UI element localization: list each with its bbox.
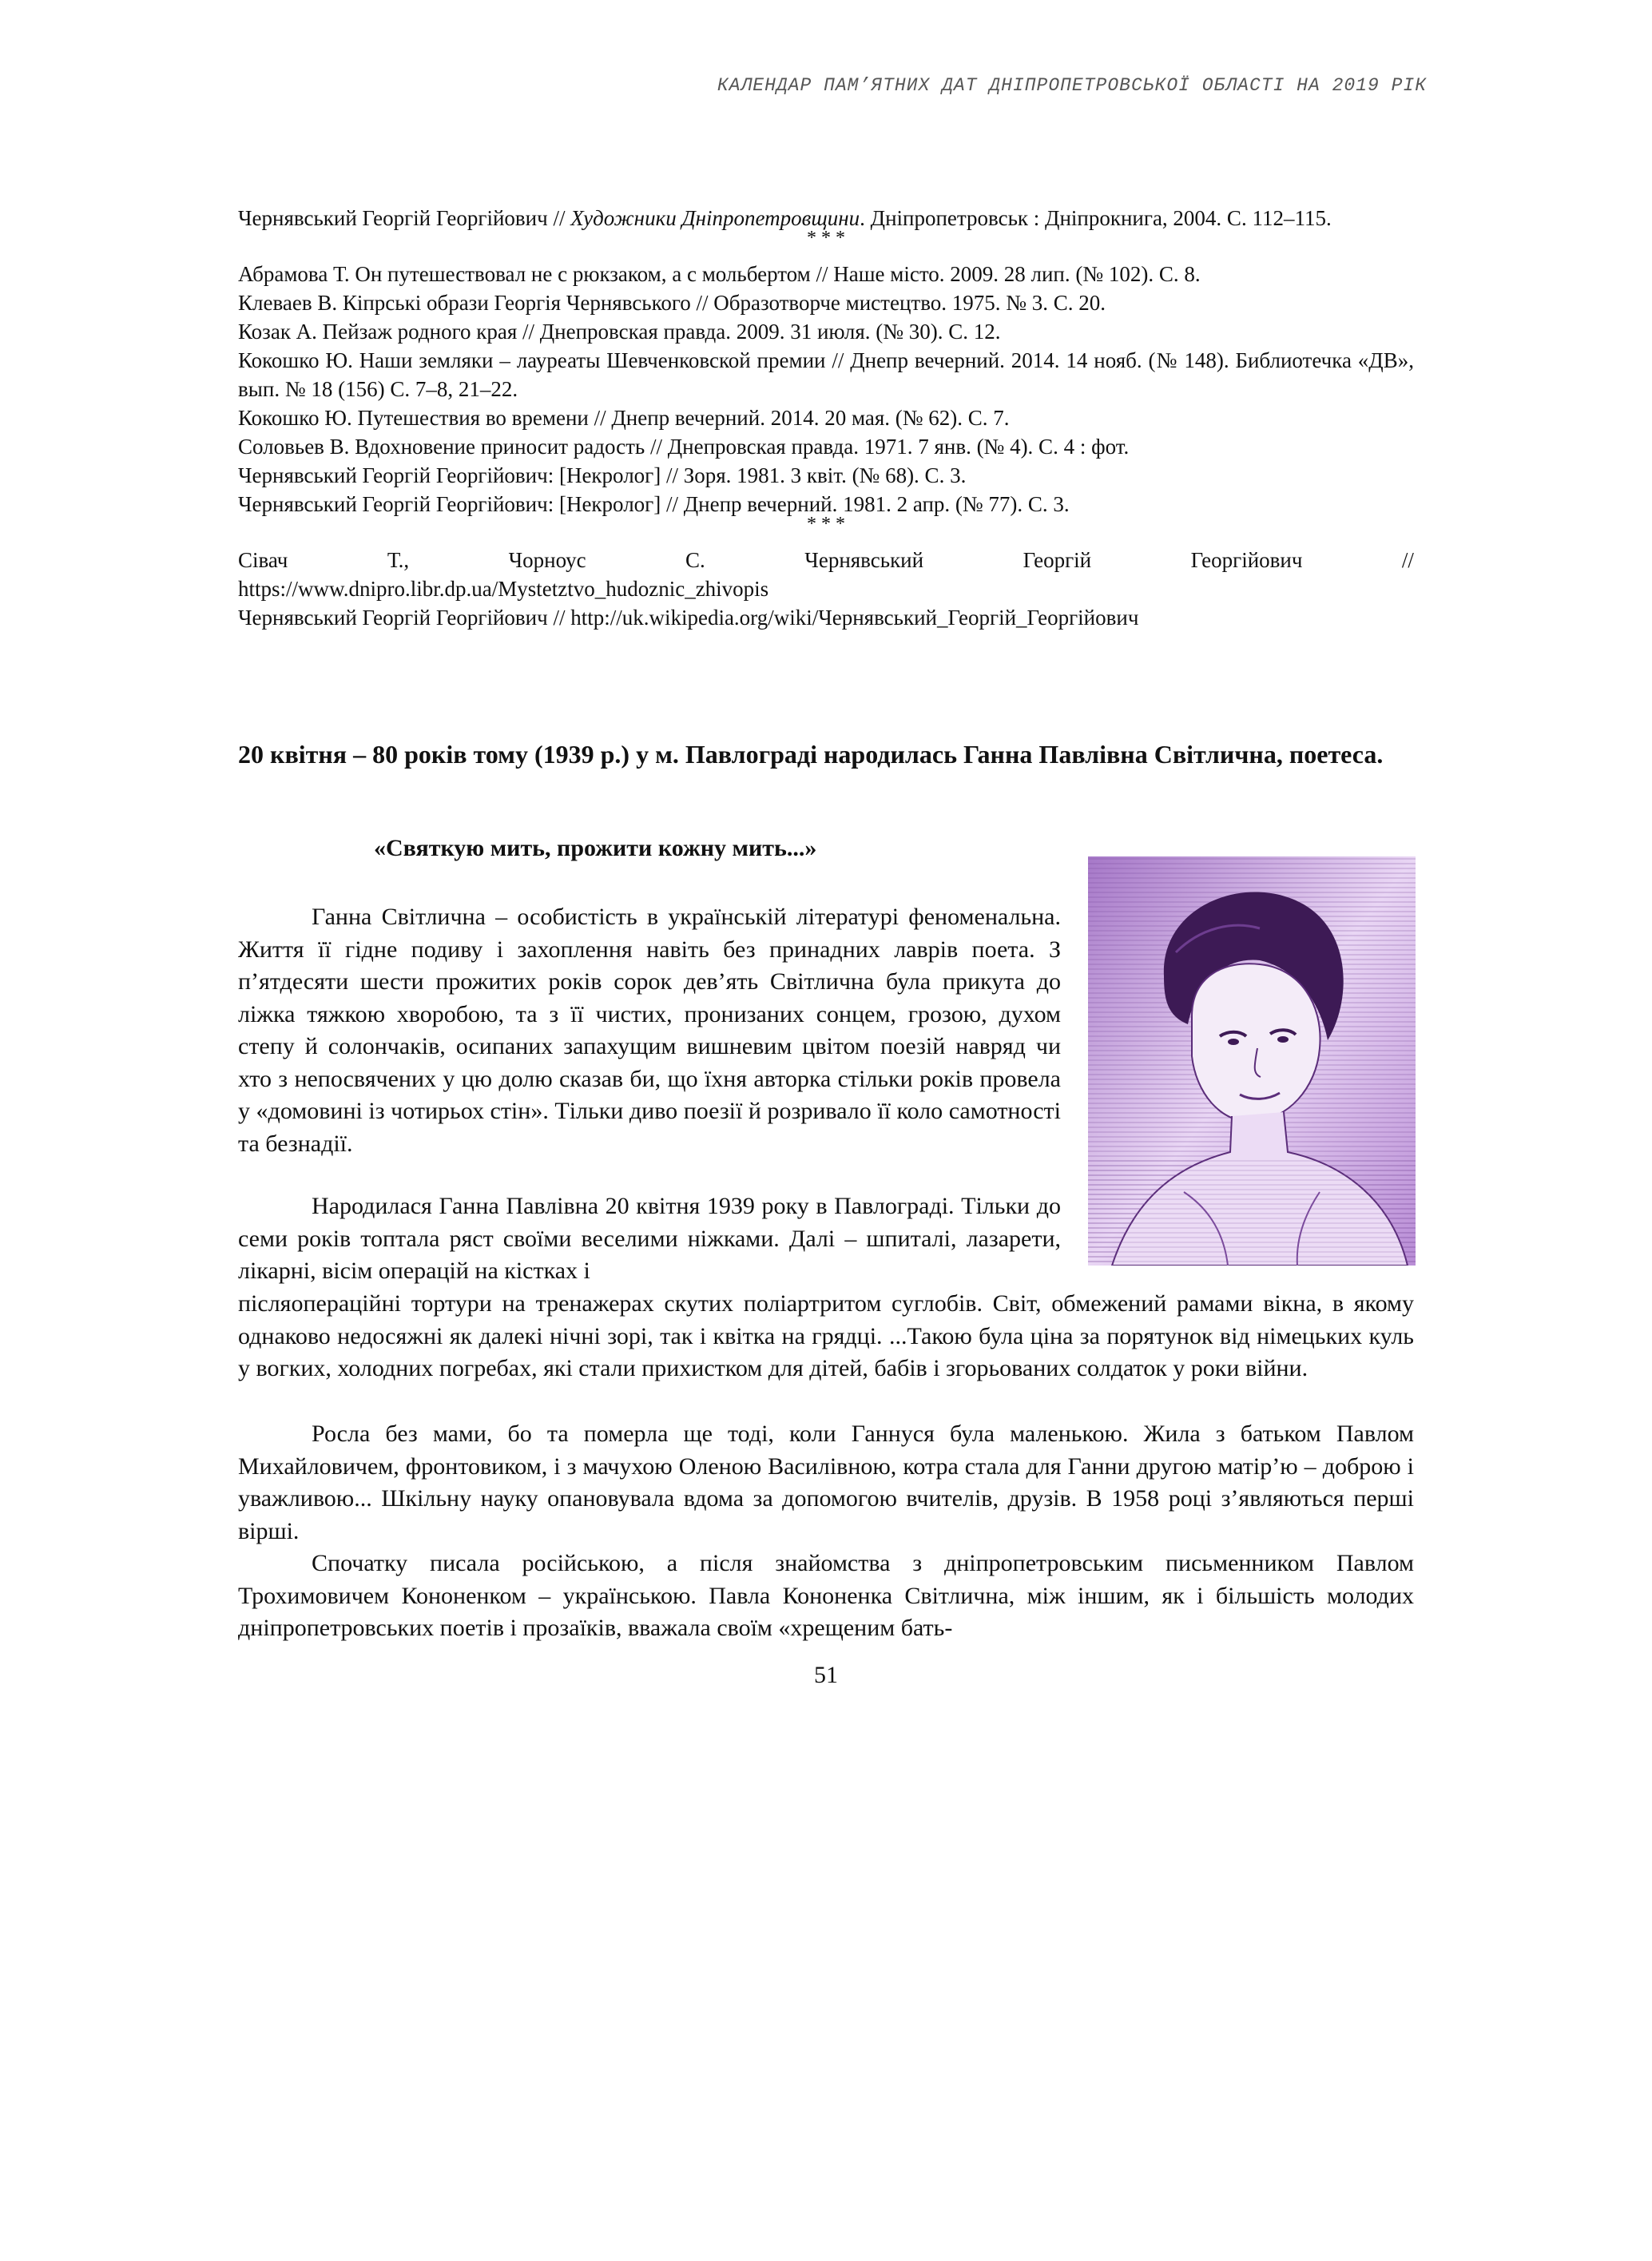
reference-item: Чернявський Георгій Георгійович: [Некролог] // Днепр вечерний. 1981. 2 апр. (№ 77). С. 3. [238,492,1070,516]
portrait-image [1088,856,1416,1266]
reference-book-imprint: . Дніпропетровськ : Дніпрокнига, 2004. С. 112–115. [860,206,1332,230]
reference-item: Кокошко Ю. Путешествия во времени // Днепр вечерний. 2014. 20 мая. (№ 62). С. 7. [238,406,1010,430]
article-epigraph: «Святкую мить, прожити кожну мить...» [374,835,817,861]
reference-word: Георгій [1023,548,1092,572]
reference-url[interactable]: Чернявський Георгій Георгійович // http://uk.wikipedia.org/wiki/Чернявський_Георгій_Георгійович [238,606,1139,630]
reference-item: Соловьев В. Вдохновение приносит радость // Днепровская правда. 1971. 7 янв. (№ 4). С. 4 : фот. [238,435,1130,459]
article-paragraph: Ганна Світлична – особистість в українській літературі феноменальна. Життя її гідне подиву і захоплення навіть без принадних лаврів поета. З п’ятдесяти шести прожитих років сорок дев’ять Світлична була прикута до ліжка тяжкою хворобою, та з її чистих, пронизаних сонцем, грозою, духом степу й солончаків, осипаних запахущим вишневим цвітом поезій навряд чи хто з непосвячених у цю долю сказав би, що їхня авторка стільки років провела у «домовині із чотирьох стін». Тільки диво поезії й розривало її коло самотності та безнадії. [238,904,1061,1157]
page-number: 51 [814,1662,838,1688]
reference-item: Кокошко Ю. Наши земляки – лауреаты Шевченковской премии // Днепр вечерний. 2014. 14 нояб. (№ 148). Библиотечка «ДВ», вып. № 18 (156) С. 7–8, 21–22. [238,348,1414,401]
reference-book-author: Чернявський Георгій Георгійович // [238,206,571,230]
reference-item: Козак А. Пейзаж родного края // Днепровская правда. 2009. 31 июля. (№ 30). С. 12. [238,320,1001,344]
reference-book-title: Художники Дніпропетровщини [570,206,860,230]
reference-item: Чернявський Георгій Георгійович: [Некролог] // Зоря. 1981. 3 квіт. (№ 68). С. 3. [238,463,967,487]
reference-word: Сівач [238,548,288,572]
announcement-heading: 20 квітня – 80 років тому (1939 р.) у м. Павлограді народилась Ганна Павлівна Світлична, поетеса. [238,740,1384,769]
reference-word: Т., [387,548,410,572]
reference-item: Клеваев В. Кіпрські образи Георгія Чернявського // Образотворче мистецтво. 1975. № 3. С. 20. [238,291,1106,315]
reference-word: Георгійович [1190,548,1303,572]
article-paragraph: Спочатку писала російською, а після знайомства з дніпропетровським письменником Павлом Трохимовичем Кононенком – українською. Павла Кононенка Світлична, між іншим, як і більшість молодих дніпропетровських поетів і прозаїків, вважала своїм «хрещеним бать- [238,1550,1414,1641]
article-paragraph-continued: післяопераційні тортури на тренажерах скутих поліартритом суглобів. Світ, обмежений рамами вікна, в якому однаково недосяжні як далекі нічні зорі, так і квітка на грядці. ...Такою була ціна за порятунок від німецьких куль у вогких, холодних погребах, які стали прихистком для дітей, бабів і згорьованих солдаток у роки війни. [238,1290,1414,1381]
reference-item: Абрамова Т. Он путешествовал не с рюкзаком, а с мольбертом // Наше місто. 2009. 28 лип. (№ 102). С. 8. [238,262,1201,286]
reference-word: С. [685,548,705,572]
reference-url[interactable]: https://www.dnipro.libr.dp.ua/Mystetztvo_hudoznic_zhivopis [238,577,769,601]
references-block [238,204,1414,632]
reference-word: // [1401,548,1414,572]
portrait-drawing [1088,856,1416,1266]
reference-word: Чернявський [804,548,924,572]
article-paragraph: Росла без мами, бо та померла ще тоді, коли Ганнуся була маленькою. Жила з батьком Павлом Михайловичем, фронтовиком, і з мачухою Оленою Василівною, котра стала для Ганни другою матір’ю – доброю і уважливою... Шкільну науку опановувала вдома за допомогою вчителів, друзів. В 1958 році з’являються перші вірші. [238,1421,1414,1544]
reference-web-line [238,546,1414,574]
running-header: КАЛЕНДАР ПАМ’ЯТНИХ ДАТ ДНІПРОПЕТРОВСЬКОЇ ОБЛАСТІ НА 2019 РІК [717,75,1427,96]
announcement-block [238,737,1414,772]
article-paragraph: Народилася Ганна Павлівна 20 квітня 1939 року в Павлограді. Тільки до семи років топтала ряст своїми веселими ніжками. Далі – шпиталі, лазарети, лікарні, вісім операцій на кістках і [238,1193,1061,1284]
reference-word: Чорноус [508,548,586,572]
separator-stars: * * * [807,514,845,534]
separator-stars: * * * [807,228,845,248]
